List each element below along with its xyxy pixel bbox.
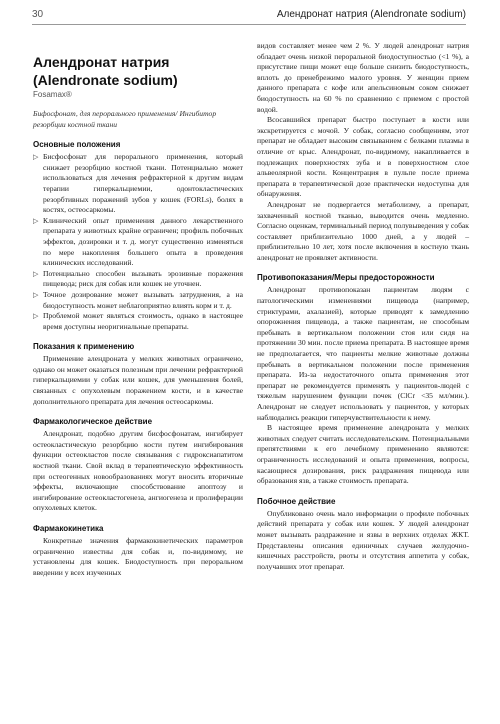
list-item [33, 290, 243, 311]
brand-name: Fosamax® [33, 90, 72, 99]
list-item-text: Потенциально способен вызывать эрозивные поражения пищевода; риск для собак или кошек не уточнен. [43, 268, 243, 289]
drug-title-en: (Alendronate sodium) [33, 72, 178, 88]
pharmacokinetics-heading: Фармакокинетика [33, 524, 104, 533]
pharmacokinetics-text-cont: видов составляет менее чем 2 %. У людей алендронат натрия обладает очень низкой пероральной биодоступностью (<1 %), а присутствие пищи может еще больше снизить биодоступность, вплоть до пренебрежимо малого уровня. У женщин прием данного препарата с кофе или апельсиновым соком снижает биодоступность на 60 % по сравнению с приемом с простой водой. [257, 41, 469, 114]
main-points-list [33, 152, 243, 332]
left-column [33, 41, 243, 578]
triangle-bullet-icon: ▷ [33, 216, 39, 225]
contraindications-heading: Противопоказания/Меры предосторожности [257, 273, 435, 283]
drug-class: Бифосфонат, для перорального применения/ Ингибитор резорбции костной ткани [33, 109, 217, 129]
triangle-bullet-icon: ▷ [33, 290, 39, 299]
list-item-text: Точное дозирование может вызывать затруднения, а на биодоступность может неблагоприятно влиять корм и т. д. [43, 289, 243, 310]
header-rule [32, 24, 466, 25]
list-item [33, 216, 243, 269]
list-item-text: Проблемой может являться стоимость, однако в настоящее время доступны неоригинальные препараты. [43, 311, 243, 331]
triangle-bullet-icon: ▷ [33, 153, 39, 162]
main-points-heading: Основные положения [33, 140, 121, 150]
list-item-text: Клинический опыт применения данного лекарственного препарата у животных крайне ограничен; профиль побочных эффектов, дозировки и т. д. могут существенно изменяться по мере накопления большего опыта в проведения клинических исследований. [43, 215, 243, 268]
side-effects-heading: Побочное действие [257, 496, 336, 506]
page-number: 30 [32, 9, 44, 20]
side-effects-text: Опубликовано очень мало информации о профиле побочных действий препарата у собак или кошек. У людей алендронат может вызывать раздражение и язвы в верхних отделах ЖКТ. Представлены описания единичных случаев желудочно-кишечных расстройств, рвоты и отсутствия аппетита у собак, получавших этот препарат. [257, 508, 469, 571]
list-item [33, 311, 243, 332]
pharmacokinetics-text-elimination: Алендронат не подвергается метаболизму, а препарат, захваченный костной тканью, выводится очень медленно. Согласно оценкам, терминальный период полувыведения у собак составляет приблизительно 1000 дней, а у людей – приблизительно 10 лет, хотя после включения в костную ткань алендронат не проявляет активности. [257, 199, 469, 262]
triangle-bullet-icon: ▷ [33, 269, 39, 278]
indications-text: Применение алендроната у мелких животных ограничено, однако он может оказаться полезным при лечении рефрактерной гиперкальциемии у собак или кошек, для уменьшения болей, связанных с опухолевым поражением кости, и в качестве дополнительного препарата для лечения остеосаркомы. [33, 354, 243, 406]
list-item-text: Бисфосфонат для перорального применения, который снижает резорбцию костной ткани. Потенциально может использоваться для лечения рефрактерной к другим видам терапии гиперкальциемии, одонтокластических резорбтивных поражений зубов у кошек (FORLs), болях в костях, остеосаркомы. [43, 152, 243, 215]
list-item [33, 152, 243, 216]
triangle-bullet-icon: ▷ [33, 312, 39, 321]
contraindications-text-2: В настоящее время применение алендроната у мелких животных следует считать исследовательским. Потенциальными препятствиями к его лечебному применению являются: ограниченность исследований и опыта применения, вопросы, касающиеся дозирования, риск раздражения пищевода или образования язв, а также стоимость препарата. [257, 423, 469, 486]
running-title: Алендронат натрия (Alendronate sodium) [276, 9, 466, 20]
drug-title-ru: Алендронат натрия [33, 54, 170, 70]
page-header [0, 0, 500, 38]
list-item [33, 269, 243, 290]
right-column [257, 41, 469, 572]
pharmacokinetics-text-distribution: Всосавшийся препарат быстро поступает в кости или экскретируется с мочой. У собак, согласно сообщениям, этот препарат не обладает высоким связыванием с белками плазмы в отличие от крыс. Алендронат, по-видимому, накапливается в подлежащих поверхностях зуба и в поверхностном слое альвеолярной кости. Концентрация в пульпе после приема препарата в терапевтической дозе практически недоступна для обнаружения. [257, 115, 469, 199]
drug-title [33, 53, 243, 89]
pharmacology-heading: Фармакологическое действие [33, 417, 153, 427]
indications-heading: Показания к применению [33, 342, 135, 352]
pharmacokinetics-text-left: Конкретные значения фармакокинетических параметров ограниченно известны для собак и, по-видимому, не установлены для кошек. Биодоступность при пероральном введении у всех изученных [33, 536, 243, 577]
contraindications-text: Алендронат противопоказан пациентам людям с патологическими изменениями пищевода (например, стриктурами, ахалазией), которые приводят к замедлению опорожнения пищевода, а также пациентам, не способным пребывать в вертикальном положении стоя или сидя на протяжении 30 мин. после приема препарата. В настоящее время не предполагается, что пациенты мелкие животные должны пребывать в вертикальном положении после применения препарата. Из-за недостаточного опыта применения этот препарат не рекомендуется применять у пациентов-людей с тяжелым нарушением функции почек (ClCr <35 мл/мин.). Алендронат не следует использовать у пациентов, у которых наблюдались реакции гиперчувствительности к нему. [257, 285, 469, 422]
pharmacology-text: Алендронат, подобно другим бисфосфонатам, ингибирует остеокластическую резорбцию кости путем ингибирования функции остеокластов после связывания с гидроксиапатитом костной ткани. Свой вклад в терапевтическую эффективность при остеогенных новообразованиях могут вносить вторичные эффекты, включающие способствование апоптозу и ингибирование остеокластогенеза, ангиогенеза и пролиферации опухолевых клеток. [33, 429, 243, 513]
